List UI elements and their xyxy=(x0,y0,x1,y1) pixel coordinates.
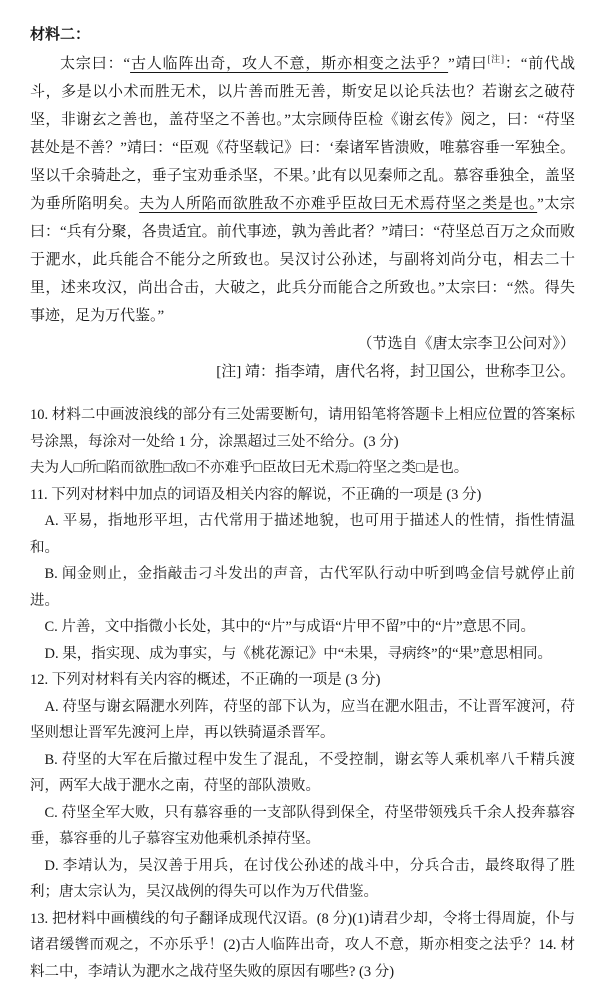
question-12-option-d: D. 李靖认为，吴汉善于用兵，在讨伐公孙述的战斗中，分兵合击，最终取得了胜利；唐太宗认为，吴汉战例的得失可以作为万代借鉴。 xyxy=(30,853,575,906)
question-12-option-b: B. 苻坚的大军在后撤过程中发生了混乱，不受控制，谢玄等人乘机率八千精兵渡河，两军大战于淝水之南，苻坚的部队溃败。 xyxy=(30,747,575,800)
passage-seg3: ：“前代战斗，多是以小术而胜无术，以片善而胜无善，斯安足以论兵法也？若谢玄之破苻坚，非谢玄之善也，盖苻坚之不善也。”太宗顾侍臣检《谢玄传》阅之，曰：“苻坚甚处是不善？”靖曰：“臣观《苻坚载记》曰：‘秦诸军皆溃败，唯慕容垂一军独全。坚以千余骑赴之，垂子宝劝垂杀坚，不果。’此有以见秦师之乱。慕容垂独全，盖坚为垂所陷明矣。 xyxy=(30,56,575,212)
material-two-heading: 材料二： xyxy=(30,24,575,46)
question-11-option-d: D. 果，指实现、成为事实，与《桃花源记》中“未果，寻病终”的“果”意思相同。 xyxy=(30,641,575,668)
question-10-text: 10. 材料二中画波浪线的部分有三处需要断句，请用铅笔将答题卡上相应位置的答案标号涂黑，每涂对一处给 1 分，涂黑超过三处不给分。(3 分) xyxy=(30,402,575,455)
question-12-option-a: A. 苻坚与谢玄隔淝水列阵，苻坚的部下认为，应当在淝水阻击，不让晋军渡河，苻坚则想让晋军先渡河上岸，再以铁骑逼杀晋军。 xyxy=(30,694,575,747)
questions-section xyxy=(30,402,575,985)
question-11-option-b: B. 闻金则止，金指敲击刁斗发出的声音，古代军队行动中听到鸣金信号就停止前进。 xyxy=(30,561,575,614)
passage-seg2: ”靖曰 xyxy=(448,56,487,72)
passage-underlined-quote: 古人临阵出奇，攻人不意，斯亦相变之法乎？ xyxy=(130,56,448,72)
question-10-segmentation-sentence: 夫为人□所□陷而欲胜□敌□不亦难乎□臣故曰无术焉□符坚之类□是也。 xyxy=(30,455,575,482)
question-12-text: 12. 下列对材料有关内容的概述，不正确的一项是 (3 分) xyxy=(30,667,575,694)
passage-footnote: [注] 靖：指李靖，唐代名将，封卫国公，世称李卫公。 xyxy=(30,358,575,386)
note-marker-superscript: [注] xyxy=(487,54,504,64)
question-12-option-c: C. 苻坚全军大败，只有慕容垂的一支部队得到保全，苻坚带领残兵千余人投奔慕容垂，慕容垂的儿子慕容宝劝他乘机杀掉苻坚。 xyxy=(30,800,575,853)
passage-seg4: ”太宗曰：“兵有分聚，各贵适宜。前代事迹，孰为善此者？”靖曰：“苻坚总百万之众而败于淝水，此兵能合不能分之所致也。吴汉讨公孙述，与副将刘尚分屯，相去二十里，述来攻汉，尚出合击，大破之，此兵分而能合之所致也。”太宗曰：“然。得失事迹，足为万代鉴。” xyxy=(30,196,575,324)
classical-passage xyxy=(30,50,575,330)
passage-source-attribution: （节选自《唐太宗李卫公问对》） xyxy=(30,330,575,358)
question-11-text: 11. 下列对材料中加点的词语及相关内容的解说，不正确的一项是 (3 分) xyxy=(30,482,575,509)
passage-seg1: 太宗曰：“ xyxy=(60,56,130,72)
question-11-option-c: C. 片善，文中指微小长处，其中的“片”与成语“片甲不留”中的“片”意思不同。 xyxy=(30,614,575,641)
passage-wavy-line-segment: 夫为人所陷而欲胜敌不亦难乎臣故曰无术焉苻坚之类是也。 xyxy=(139,196,537,212)
question-11-option-a: A. 平易，指地形平坦，古代常用于描述地貌，也可用于描述人的性情，指性情温和。 xyxy=(30,508,575,561)
question-13-14-text: 13. 把材料中画横线的句子翻译成现代汉语。(8 分)(1)请君少却，令将士得周旋，仆与诸君缓辔而观之，不亦乐乎！(2)古人临阵出奇，攻人不意，斯亦相变之法乎？14. 材料二中，李靖认为淝水之战苻坚失败的原因有哪些? (3 分) xyxy=(30,906,575,985)
